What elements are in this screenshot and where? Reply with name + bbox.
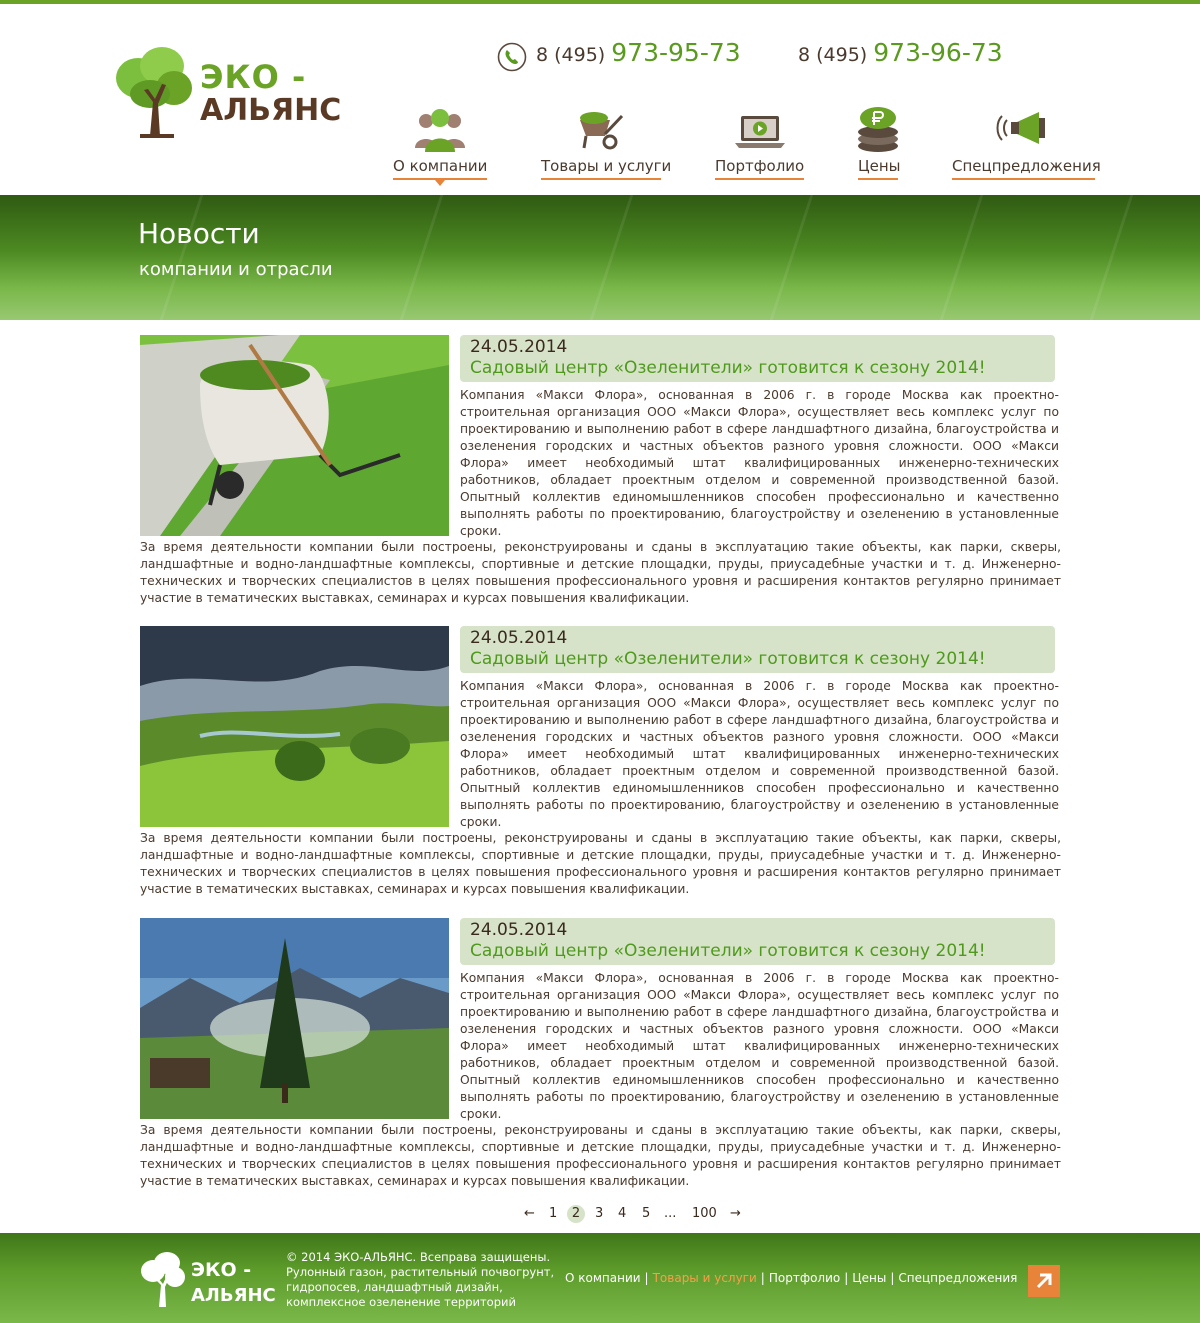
news-body-intro: Компания «Макси Флора», основанная в 2006 г. в городе Москва как проектно-строительная организация ООО «Макси Флора», осуществляет весь комплекс услуг по проектированию и выполнению работ в сфере ландшафтного дизайна, благоустройства и озеленения городских и частных объектов разного уровня сложности. ООО «Макси Флора» имеет необходимый штат квалифицированных инженерно-технических работников, обладает проектным отделом и современной производственной базой. Опытный коллектив единомышленников способен профессионально и качественно выполнять работы по проектированию, благоустройству и озеленению в установленные сроки. (460, 388, 1059, 538)
phone-2-prefix: 8 (495) (798, 44, 868, 66)
nav-underline (858, 178, 898, 180)
banner-rain-streak (590, 195, 634, 320)
footer-copyright (286, 1250, 566, 1310)
pagination (0, 1206, 1200, 1226)
news-date: 24.05.2014 (470, 920, 568, 940)
news-title-link[interactable]: Садовый центр «Озеленители» готовится к сезону 2014! (470, 649, 986, 669)
prev-page-arrow[interactable]: ← (524, 1206, 535, 1221)
nav-label-prices: Цены (858, 157, 901, 175)
page-subtitle: компании и отрасли (139, 259, 333, 280)
nav-item-specials[interactable] (952, 104, 1101, 186)
footer-logo[interactable] (139, 1249, 279, 1309)
news-image-mountains[interactable] (140, 918, 449, 1119)
nav-item-portfolio[interactable] (715, 104, 804, 186)
page-link[interactable]: 4 (618, 1206, 627, 1221)
footer-logo-line-1: ЭКО - (191, 1259, 252, 1281)
phone-2-number: 973-96-73 (873, 38, 1003, 67)
page-link[interactable]: 3 (595, 1206, 604, 1221)
footer-nav-about[interactable]: О компании (565, 1271, 641, 1285)
news-body-more: За время деятельности компании были построены, реконструированы и сданы в эксплуатацию такие объекты, как парки, скверы, ландшафтные и водно-ландшафтные комплексы, спортивные и детские площадки, пруды, приусадебные участки и т. д. Инженерно-технических и творческих специалистов в целях повышения профессионального уровня и расширения контактов регулярно принимает участие в тематических выставках, семинарах и курсах повышения квалификации. (140, 1123, 1061, 1188)
footer-nav-separator: | (890, 1271, 895, 1285)
page-link[interactable]: 100 (692, 1206, 717, 1221)
nav-underline (541, 178, 661, 180)
logo-line-1: ЭКО - (200, 58, 307, 96)
news-title-link[interactable]: Садовый центр «Озеленители» готовится к сезону 2014! (470, 941, 986, 961)
footer (0, 1233, 1200, 1323)
nav-label-about: О компании (393, 157, 488, 175)
phone-1-prefix: 8 (495) (536, 44, 606, 66)
news-header (460, 918, 1055, 965)
wheelbarrow-icon (572, 104, 630, 156)
nav-item-goods[interactable] (541, 104, 672, 186)
page-link-current[interactable]: 2 (567, 1205, 585, 1223)
banner-rain-streak (1090, 195, 1134, 320)
news-body-intro: Компания «Макси Флора», основанная в 2006 г. в городе Москва как проектно-строительная организация ООО «Макси Флора», осуществляет весь комплекс услуг по проектированию и выполнению работ в сфере ландшафтного дизайна, благоустройства и озеленения городских и частных объектов разного уровня сложности. ООО «Макси Флора» имеет необходимый штат квалифицированных инженерно-технических работников, обладает проектным отделом и современной производственной базой. Опытный коллектив единомышленников способен профессионально и качественно выполнять работы по проектированию, благоустройству и озеленению в установленные сроки. (460, 971, 1059, 1121)
phone-1-number: 973-95-73 (611, 38, 741, 67)
megaphone-icon (995, 104, 1053, 156)
page-banner (0, 195, 1200, 320)
arrow-up-right-icon (1028, 1265, 1060, 1297)
news-date: 24.05.2014 (470, 628, 568, 648)
page-link[interactable]: 1 (549, 1206, 558, 1221)
nav-item-prices[interactable] (858, 104, 901, 186)
nav-label-specials: Спецпредложения (952, 157, 1101, 175)
footer-nav-portfolio[interactable]: Портфолио (768, 1271, 841, 1285)
nav-item-about[interactable] (393, 104, 487, 186)
footer-nav (565, 1271, 1017, 1285)
tree-logo-icon (112, 44, 202, 140)
footer-copy-line: комплексное озеленение территорий (286, 1295, 516, 1309)
site-logo[interactable] (112, 44, 342, 140)
news-date: 24.05.2014 (470, 337, 568, 357)
news-body-more: За время деятельности компании были построены, реконструированы и сданы в эксплуатацию такие объекты, как парки, скверы, ландшафтные и водно-ландшафтные комплексы, спортивные и детские площадки, пруды, приусадебные участки и т. д. Инженерно-технических и творческих специалистов в целях повышения профессионального уровня и расширения контактов регулярно принимает участие в тематических выставках, семинарах и курсах повышения квалификации. (140, 540, 1061, 605)
banner-rain-streak (770, 195, 814, 320)
nav-underline (715, 178, 804, 180)
news-body-more: За время деятельности компании были построены, реконструированы и сданы в эксплуатацию такие объекты, как парки, скверы, ландшафтные и водно-ландшафтные комплексы, спортивные и детские площадки, пруды, приусадебные участки и т. д. Инженерно-технических и творческих специалистов в целях повышения профессионального уровня и расширения контактов регулярно принимает участие в тематических выставках, семинарах и курсах повышения квалификации. (140, 831, 1061, 896)
logo-text (200, 60, 341, 128)
banner-rain-streak (940, 195, 984, 320)
footer-nav-prices[interactable]: Цены (852, 1271, 887, 1285)
banner-rain-streak (400, 195, 444, 320)
banner-rain-streak (160, 195, 204, 320)
footer-copy-line: Рулонный газон, растительный почвогрунт, (286, 1265, 555, 1279)
page-link[interactable]: 5 (642, 1206, 651, 1221)
footer-nav-goods[interactable]: Товары и услуги (652, 1271, 757, 1285)
nav-label-portfolio: Портфолио (715, 157, 805, 175)
next-page-arrow[interactable]: → (730, 1206, 741, 1221)
scroll-to-top-button[interactable] (1028, 1265, 1060, 1297)
news-image-landscape[interactable] (140, 626, 449, 827)
news-body-intro: Компания «Макси Флора», основанная в 2006 г. в городе Москва как проектно-строительная организация ООО «Макси Флора», осуществляет весь комплекс услуг по проектированию и выполнению работ в сфере ландшафтного дизайна, благоустройства и озеленения городских и частных объектов разного уровня сложности. ООО «Макси Флора» имеет необходимый штат квалифицированных инженерно-технических работников, обладает проектным отделом и современной производственной базой. Опытный коллектив единомышленников способен профессионально и качественно выполнять работы по проектированию, благоустройству и озеленению в установленные сроки. (460, 679, 1059, 829)
footer-logo-text (191, 1257, 276, 1309)
footer-nav-separator: | (644, 1271, 649, 1285)
tree-logo-icon (139, 1249, 189, 1309)
nav-active-pointer (435, 180, 445, 186)
footer-copy-line: гидропосев, ландшафтный дизайн, (286, 1280, 503, 1294)
page-ellipsis: ... (664, 1206, 677, 1221)
laptop-play-icon (731, 104, 789, 156)
coins-ruble-icon (849, 104, 907, 156)
nav-underline (952, 178, 1095, 180)
phone-2[interactable] (798, 38, 1003, 67)
phone-icon (497, 42, 527, 72)
footer-nav-separator: | (844, 1271, 849, 1285)
footer-logo-line-2: АЛЬЯНС (191, 1285, 276, 1306)
logo-line-2: АЛЬЯНС (200, 93, 342, 128)
footer-nav-separator: | (760, 1271, 765, 1285)
news-header (460, 626, 1055, 673)
top-accent-bar (0, 0, 1200, 4)
nav-label-goods: Товары и услуги (541, 157, 672, 175)
footer-copy-line: © 2014 ЭКО-АЛЬЯНС. Всеправа защищены. (286, 1250, 551, 1264)
news-header (460, 335, 1055, 382)
footer-nav-specials[interactable]: Спецпредложения (898, 1271, 1018, 1285)
news-image-wheelbarrow[interactable] (140, 335, 449, 536)
news-title-link[interactable]: Садовый центр «Озеленители» готовится к сезону 2014! (470, 358, 986, 378)
phone-1[interactable] (536, 38, 741, 67)
page-title: Новости (138, 217, 260, 250)
people-icon (411, 104, 469, 156)
